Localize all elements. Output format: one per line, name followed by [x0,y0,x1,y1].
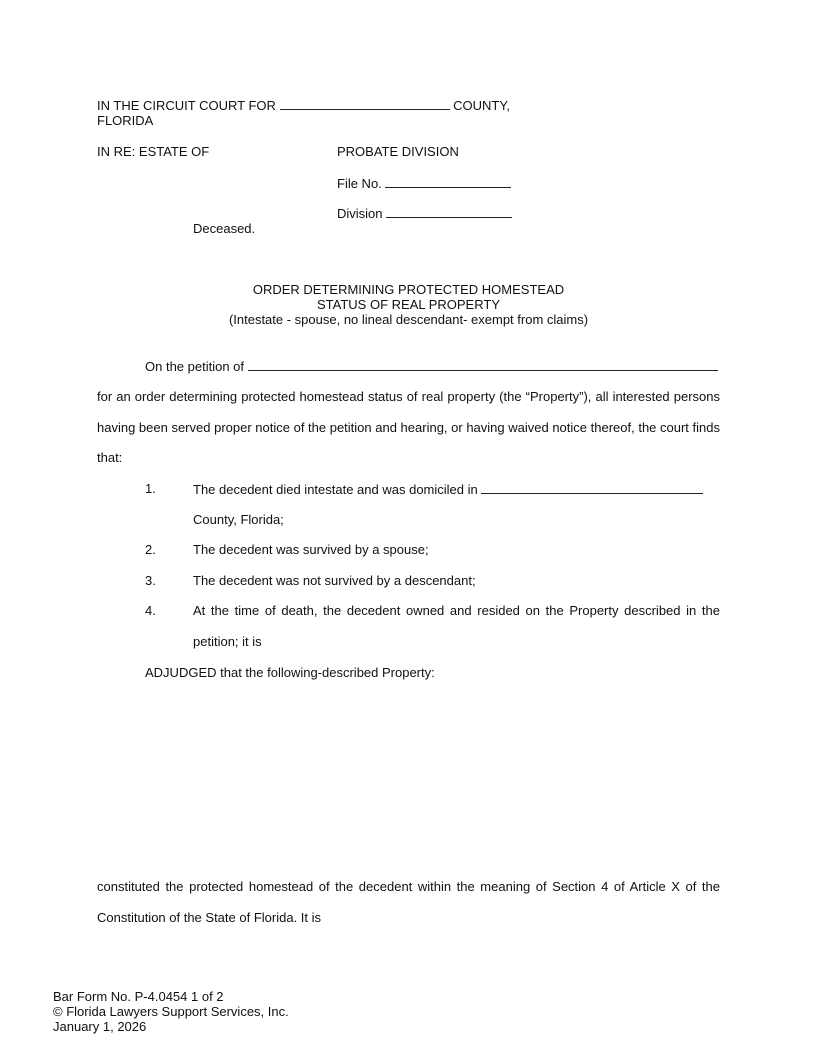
title-line-3: (Intestate - spouse, no lineal descendant- exempt from claims) [228,312,589,327]
court-line: IN THE CIRCUIT COURT FOR COUNTY, [97,98,510,113]
form-date: January 1, 2026 [53,1019,147,1034]
finding-4: At the time of death, the decedent owned and resided on the Property described in the [193,603,720,618]
title-line-1: ORDER DETERMINING PROTECTED HOMESTEAD [252,282,565,297]
adjudged-line: ADJUDGED that the following-described Property: [145,665,435,680]
form-number: Bar Form No. P-4.0454 1 of 2 [53,989,224,1004]
finding-number: 1. [145,481,156,496]
copyright: © Florida Lawyers Support Services, Inc. [53,1004,289,1019]
petitioner-blank[interactable] [248,358,718,371]
file-no-blank[interactable] [385,175,511,188]
file-no-line: File No. [337,175,511,191]
finding-2: The decedent was survived by a spouse; [193,542,429,557]
paragraph-line: having been served proper notice of the petition and hearing, or having waived notice thereof, the court finds [97,420,720,435]
finding-1: The decedent died intestate and was domiciled in [193,481,703,497]
constituted-line: Constitution of the State of Florida. It is [97,910,322,925]
finding-4-cont: petition; it is [193,634,262,649]
division-blank[interactable] [386,205,512,218]
constituted-line: constituted the protected homestead of the decedent within the meaning of Section 4 of Article X of the [97,879,720,894]
petition-line: On the petition of [145,358,718,374]
paragraph-line: for an order determining protected homestead status of real property (the “Property”), all interested persons [97,389,720,404]
county-blank[interactable] [280,97,450,110]
domicile-county-blank[interactable] [481,481,703,494]
deceased-label: Deceased. [193,221,256,236]
finding-number: 3. [145,573,156,588]
finding-number: 2. [145,542,156,557]
division-line: Division [337,205,512,221]
in-re-label: IN RE: ESTATE OF [97,144,210,159]
paragraph-line: that: [97,450,123,465]
finding-number: 4. [145,603,156,618]
finding-1-cont: County, Florida; [193,512,284,527]
probate-division-label: PROBATE DIVISION [337,144,459,159]
finding-3: The decedent was not survived by a descendant; [193,573,476,588]
title-line-2: STATUS OF REAL PROPERTY [317,297,500,312]
state-label: FLORIDA [97,113,154,128]
